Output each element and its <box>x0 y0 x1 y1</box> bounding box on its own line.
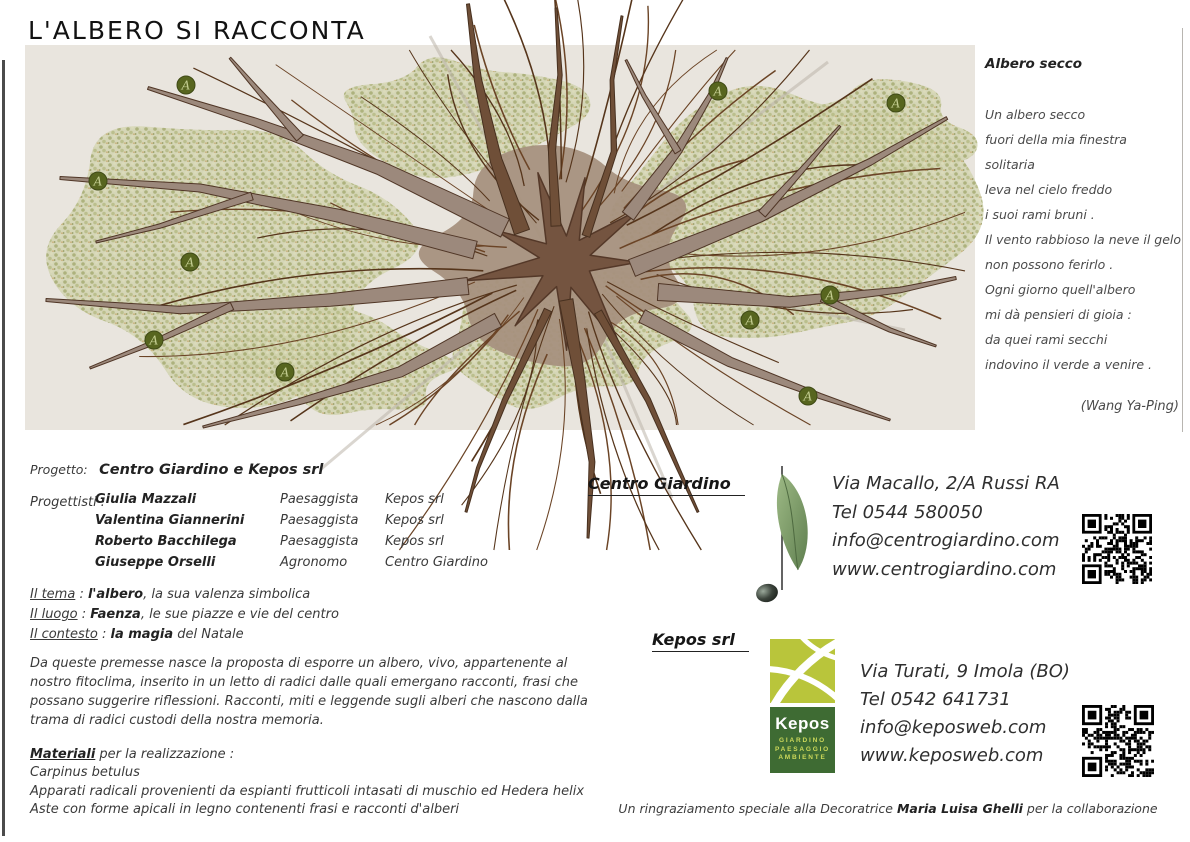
poem-attribution: (Wang Ya-Ping) <box>1080 399 1179 414</box>
centro-giardino-qr-code <box>1082 514 1152 584</box>
project-row <box>30 459 323 478</box>
poem-line: Il vento rabbioso la neve il gelo <box>985 232 1182 247</box>
centro-giardino-contact <box>832 470 1060 584</box>
designer-organization: Kepos srl <box>385 513 444 528</box>
species-marker-a <box>821 286 839 304</box>
material-line: Apparati radicali provenienti da espianti frutticoli intasati di muschio ed Hedera helix <box>30 783 585 799</box>
designer-row <box>95 492 488 513</box>
poem-line: i suoi rami bruni . <box>985 207 1095 222</box>
kepos-phone: Tel 0542 641731 <box>860 689 1011 710</box>
poem-line: fuori della mia finestra <box>985 132 1127 147</box>
species-marker-a <box>799 387 817 405</box>
species-marker-a <box>89 172 107 190</box>
project-description: Da queste premesse nasce la proposta di esporre un albero, vivo, appartenente al nostro fitoclima, inserito in un letto di radici dalle quali emergano racconti, frasi che possano suggerire riflessioni. Racconti, miti e leggende sugli alberi che nascono dalla trama di radici custodi della nostra memoria. <box>30 656 588 728</box>
poem-line: indovino il verde a venire . <box>985 357 1153 372</box>
poem-line: mi dà pensieri di gioia : <box>985 307 1132 322</box>
species-marker-a <box>887 94 905 112</box>
designer-role: Paesaggista <box>280 492 359 507</box>
kepos-logo <box>770 639 835 773</box>
kepos-address: Via Turati, 9 Imola (BO) <box>860 661 1070 682</box>
poem-panel <box>985 56 1185 414</box>
brief-keyword: Faenza <box>90 607 141 622</box>
centro-giardino-phone: Tel 0544 580050 <box>832 501 983 523</box>
kepos-logo-tagline: GIARDINO PAESAGGIO AMBIENTE <box>774 737 831 761</box>
designer-role: Agronomo <box>280 555 348 570</box>
acknowledgement-line <box>598 801 1178 816</box>
svg-text:A: A <box>181 78 191 93</box>
brief-label: Il tema <box>30 587 76 602</box>
svg-text:A: A <box>713 84 723 99</box>
material-line: Aste con forme apicali in legno contenenti frasi e racconti d'alberi <box>30 802 460 817</box>
thanks-pre: Un ringraziamento speciale alla Decoratrice <box>618 801 897 816</box>
brief-item: Il tema : l'albero, la sua valenza simbolica <box>30 587 311 602</box>
designers-rows <box>95 492 488 576</box>
designer-organization: Kepos srl <box>385 492 444 507</box>
designer-role: Paesaggista <box>280 513 359 528</box>
designer-name: Valentina Giannerini <box>95 513 245 528</box>
seed-icon <box>754 581 780 604</box>
left-edge-rule <box>2 60 5 836</box>
brief-label: Il contesto <box>30 627 98 642</box>
kepos-heading: Kepos srl <box>652 630 749 652</box>
poem-line: non possono ferirlo . <box>985 257 1114 272</box>
brief-label: Il luogo <box>30 607 78 622</box>
poem-title: Albero secco <box>985 56 1082 72</box>
project-label: Progetto: <box>30 462 88 477</box>
svg-text:A: A <box>745 313 755 328</box>
materials-heading <box>30 747 584 762</box>
kepos-logo-wordmark <box>770 707 835 773</box>
materials-section <box>30 747 584 821</box>
designer-row <box>95 555 488 576</box>
kepos-email: info@keposweb.com <box>860 717 1047 738</box>
species-marker-a <box>741 311 759 329</box>
svg-text:A: A <box>185 255 195 270</box>
species-marker-a <box>709 82 727 100</box>
centro-giardino-address: Via Macallo, 2/A Russi RA <box>832 473 1060 494</box>
centro-giardino-leaf-logo <box>736 458 826 608</box>
designer-organization: Kepos srl <box>385 534 444 549</box>
designers-table <box>30 492 488 576</box>
species-marker-a <box>181 253 199 271</box>
designer-row <box>95 513 488 534</box>
kepos-logo-word: Kepos <box>775 714 830 733</box>
brief-item: Il luogo : Faenza, le sue piazze e vie del centro <box>30 607 339 622</box>
materials-list <box>30 765 584 821</box>
brief-item: Il contesto : la magia del Natale <box>30 627 244 642</box>
poem-line: solitaria <box>985 157 1035 172</box>
species-marker-a <box>145 331 163 349</box>
poem-body <box>985 102 1185 377</box>
poem-line: da quei rami secchi <box>985 332 1108 347</box>
centro-giardino-heading: Centro Giardino <box>588 474 745 496</box>
designer-organization: Centro Giardino <box>385 555 488 570</box>
designer-name: Roberto Bacchilega <box>95 534 237 549</box>
centro-giardino-website: www.centrogiardino.com <box>832 558 1057 580</box>
svg-text:A: A <box>149 333 159 348</box>
kepos-qr-code <box>1082 705 1154 777</box>
thanks-post: per la collaborazione <box>1022 801 1158 816</box>
project-brief <box>30 587 339 647</box>
kepos-logo-mark <box>770 639 835 703</box>
svg-text:A: A <box>280 365 290 380</box>
page-title: L'ALBERO SI RACCONTA <box>28 16 366 45</box>
designer-name: Giuseppe Orselli <box>95 555 216 570</box>
project-value: Centro Giardino e Kepos srl <box>99 462 324 478</box>
materials-label-rest: per la realizzazione : <box>95 747 235 762</box>
thanks-name: Maria Luisa Ghelli <box>896 801 1023 816</box>
svg-text:A: A <box>825 288 835 303</box>
centro-giardino-email: info@centrogiardino.com <box>832 530 1060 551</box>
kepos-contact <box>860 658 1070 770</box>
designer-name: Giulia Mazzali <box>95 492 197 507</box>
species-marker-a <box>276 363 294 381</box>
svg-text:A: A <box>891 96 901 111</box>
poem-line: Un albero secco <box>985 107 1086 122</box>
designer-role: Paesaggista <box>280 534 359 549</box>
material-line: Carpinus betulus <box>30 765 140 780</box>
poem-line: Ogni giorno quell'albero <box>985 282 1136 297</box>
svg-text:A: A <box>803 389 813 404</box>
brief-keyword: l'albero <box>87 587 144 602</box>
kepos-website: www.keposweb.com <box>860 745 1044 766</box>
materials-label: Materiali <box>30 747 96 762</box>
brief-keyword: la magia <box>110 627 174 642</box>
designers-label: Progettisti : <box>30 495 106 510</box>
svg-text:A: A <box>93 174 103 189</box>
species-marker-a <box>177 76 195 94</box>
poem-line: leva nel cielo freddo <box>985 182 1113 197</box>
designer-row <box>95 534 488 555</box>
